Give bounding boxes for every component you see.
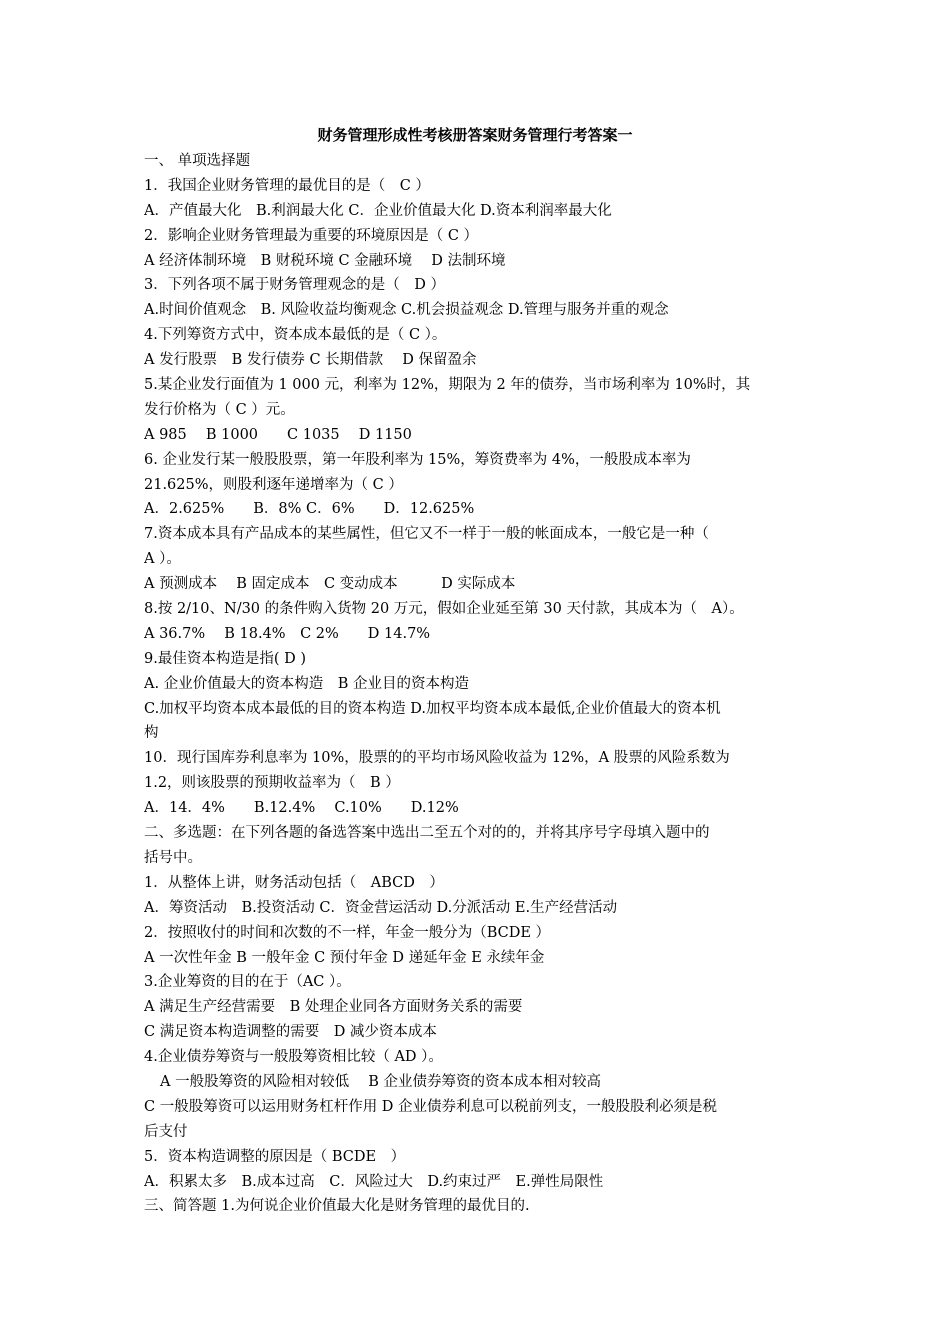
question-10: 10．现行国库券利息率为 10%，股票的的平均市场风险收益为 12%，A 股票的风险系数为 xyxy=(144,750,730,767)
mc-question-3-options-a: A 满足生产经营需要 B 处理企业同各方面财务关系的需要 xyxy=(144,999,523,1016)
question-1-options: A．产值最大化 B.利润最大化 C．企业价值最大化 D.资本利润率最大化 xyxy=(144,202,612,219)
document-body xyxy=(144,149,812,1219)
document-title: 财务管理形成性考核册答案财务管理行考答案一 xyxy=(317,126,633,144)
mc-question-3: 3.企业筹资的目的在于（AC ）。 xyxy=(144,974,351,991)
question-3-options: A.时间价值观念 B. 风险收益均衡观念 C.机会损益观念 D.管理与服务并重的观念 xyxy=(144,302,669,319)
question-6: 6. 企业发行某一般股股票，第一年股利率为 15%，筹资费率为 4%，一般股成本率为 xyxy=(144,451,691,468)
mc-question-4-options-a: A 一般股筹资的风险相对较低 B 企业债券筹资的资本成本相对较高 xyxy=(160,1073,601,1090)
question-2: 2．影响企业财务管理最为重要的环境原因是（ C ） xyxy=(144,227,479,244)
question-7: 7.资本成本具有产品成本的某些属性，但它又不一样于一般的帐面成本，一般它是一种（ xyxy=(144,526,709,543)
question-3: 3．下列各项不属于财务管理观念的是（ D ） xyxy=(144,277,445,294)
mc-question-4-options-c: C 一般股筹资可以运用财务杠杆作用 D 企业债券利息可以税前列支，一般股股利必须是税 xyxy=(144,1098,718,1115)
mc-question-1: 1．从整体上讲，财务活动包括（ ABCD ） xyxy=(144,874,444,891)
question-9-options-c: C.加权平均资本成本最低的目的资本构造 D.加权平均资本成本最低,企业价值最大的资本机 xyxy=(144,700,721,717)
question-4-options: A 发行股票 B 发行债券 C 长期借款 D 保留盈余 xyxy=(144,352,477,369)
question-10-options: A．14．4% B.12.4% C.10% D.12% xyxy=(144,800,459,817)
mc-question-1-options: A．筹资活动 B.投资活动 C．资金营运活动 D.分派活动 E.生产经营活动 xyxy=(144,899,618,916)
question-9-options-a: A. 企业价值最大的资本构造 B 企业目的资本构造 xyxy=(144,675,469,692)
question-7-options: A 预测成本 B 固定成本 C 变动成本 D 实际成本 xyxy=(144,576,516,593)
question-8-options: A 36.7% B 18.4% C 2% D 14.7% xyxy=(144,625,431,642)
mc-question-5-options: A．积累太多 B.成本过高 C．风险过大 D.约束过严 E.弹性局限性 xyxy=(144,1173,604,1190)
question-5-options: A 985 B 1000 C 1035 D 1150 xyxy=(144,426,412,443)
question-5-cont: 发行价格为（ C ）元。 xyxy=(144,401,295,418)
question-1: 1．我国企业财务管理的最优目的是（ C ） xyxy=(144,177,430,194)
mc-question-5: 5．资本构造调整的原因是（ BCDE ） xyxy=(144,1148,406,1165)
question-9: 9.最佳资本构造是指( D ) xyxy=(144,650,306,667)
question-7-cont: A ）。 xyxy=(144,551,181,568)
mc-question-4: 4.企业债券筹资与一般股筹资相比较（ AD ）。 xyxy=(144,1049,443,1066)
question-2-options: A 经济体制环境 B 财税环境 C 金融环境 D 法制环境 xyxy=(144,252,506,269)
question-10-cont: 1.2，则该股票的预期收益率为（ B ） xyxy=(144,775,400,792)
mc-question-2: 2．按照收付的时间和次数的不一样，年金一般分为（BCDE ） xyxy=(144,924,551,941)
question-8: 8.按 2/10、N/30 的条件购入货物 20 万元，假如企业延至第 30 天付款，其成本为（ A）。 xyxy=(144,601,744,618)
question-6-options: A．2.625% B．8% C．6% D．12.625% xyxy=(144,501,475,518)
question-4: 4.下列筹资方式中，资本成本最低的是（ C ）。 xyxy=(144,327,447,344)
mc-question-3-options-c: C 满足资本构造调整的需要 D 减少资本成本 xyxy=(144,1024,437,1041)
section-heading-short-answer: 三、简答题 1.为何说企业价值最大化是财务管理的最优目的. xyxy=(144,1198,530,1215)
section-heading-single-choice: 一、 单项选择题 xyxy=(144,153,251,169)
question-5: 5.某企业发行面值为 1 000 元，利率为 12%，期限为 2 年的债券，当市场利率为 10%时，其 xyxy=(144,377,751,394)
mc-question-4-options-cont: 后支付 xyxy=(144,1123,188,1140)
section-heading-multiple-choice-cont: 括号中。 xyxy=(144,849,202,866)
question-6-cont: 21.625%，则股利逐年递增率为（ C ） xyxy=(144,476,403,493)
section-heading-multiple-choice: 二、多选题：在下列各题的备选答案中选出二至五个对的的，并将其序号字母填入题中的 xyxy=(144,825,710,842)
question-9-options-cont: 构 xyxy=(144,725,159,742)
mc-question-2-options: A 一次性年金 B 一般年金 C 预付年金 D 递延年金 E 永续年金 xyxy=(144,949,545,966)
